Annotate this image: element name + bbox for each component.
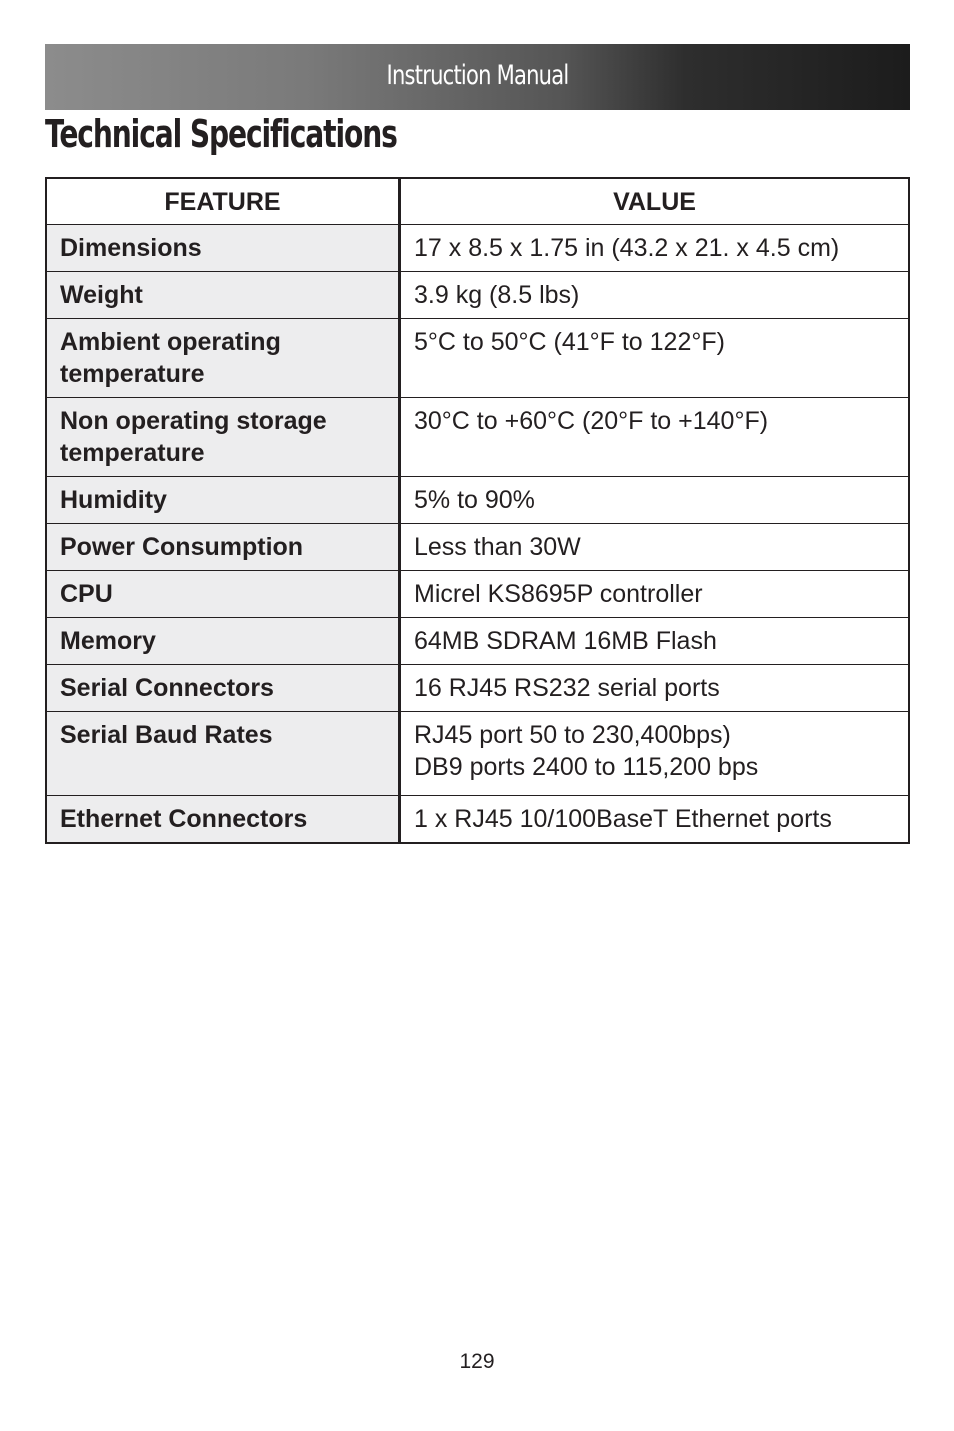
table-row <box>46 664 909 711</box>
feature-cell: Memory <box>46 617 400 664</box>
table-row <box>46 711 909 795</box>
value-line: 30°C to +60°C (20°F to +140°F) <box>414 406 769 435</box>
value-cell <box>400 711 910 795</box>
table-row <box>46 224 909 271</box>
value-cell <box>400 271 910 318</box>
column-header-value: VALUE <box>400 178 910 224</box>
table-row <box>46 617 909 664</box>
column-header-feature: FEATURE <box>46 178 400 224</box>
value-cell <box>400 570 910 617</box>
page-number: 129 <box>459 1350 495 1373</box>
feature-cell: Humidity <box>46 476 400 523</box>
feature-cell: Serial Baud Rates <box>46 711 400 795</box>
feature-cell: Power Consumption <box>46 523 400 570</box>
table-row <box>46 570 909 617</box>
value-cell <box>400 795 910 843</box>
value-line: 3.9 kg (8.5 lbs) <box>414 280 580 309</box>
value-line: 1 x RJ45 10/100BaseT Ethernet ports <box>414 804 832 833</box>
header-bar <box>45 44 910 110</box>
table-body <box>46 224 909 843</box>
value-line: 17 x 8.5 x 1.75 in (43.2 x 21. x 4.5 cm) <box>414 233 840 262</box>
feature-cell: Non operating storage temperature <box>46 397 400 476</box>
table-row <box>46 476 909 523</box>
value-cell <box>400 617 910 664</box>
table-row <box>46 271 909 318</box>
value-line: DB9 ports 2400 to 115,200 bps <box>414 752 759 781</box>
feature-cell: Ambient operating temperature <box>46 318 400 397</box>
feature-cell: CPU <box>46 570 400 617</box>
page-title: Technical Specifications <box>45 112 397 156</box>
value-line: 16 RJ45 RS232 serial ports <box>414 673 720 702</box>
feature-cell: Ethernet Connectors <box>46 795 400 843</box>
table-row <box>46 318 909 397</box>
table-row <box>46 397 909 476</box>
value-cell <box>400 476 910 523</box>
value-line: 5% to 90% <box>414 485 535 514</box>
feature-cell: Weight <box>46 271 400 318</box>
feature-cell: Dimensions <box>46 224 400 271</box>
value-line: Less than 30W <box>414 532 581 561</box>
value-line: 64MB SDRAM 16MB Flash <box>414 626 717 655</box>
value-line: Micrel KS8695P controller <box>414 579 703 608</box>
value-cell <box>400 397 910 476</box>
value-cell <box>400 664 910 711</box>
feature-cell: Serial Connectors <box>46 664 400 711</box>
value-cell <box>400 523 910 570</box>
header-title: Instruction Manual <box>386 60 569 91</box>
value-cell <box>400 224 910 271</box>
value-line: RJ45 port 50 to 230,400bps) <box>414 720 731 749</box>
table-row <box>46 523 909 570</box>
value-cell <box>400 318 910 397</box>
spec-table <box>45 177 910 844</box>
value-line: 5°C to 50°C (41°F to 122°F) <box>414 327 725 356</box>
table-row <box>46 795 909 843</box>
table-header-row <box>46 178 909 224</box>
